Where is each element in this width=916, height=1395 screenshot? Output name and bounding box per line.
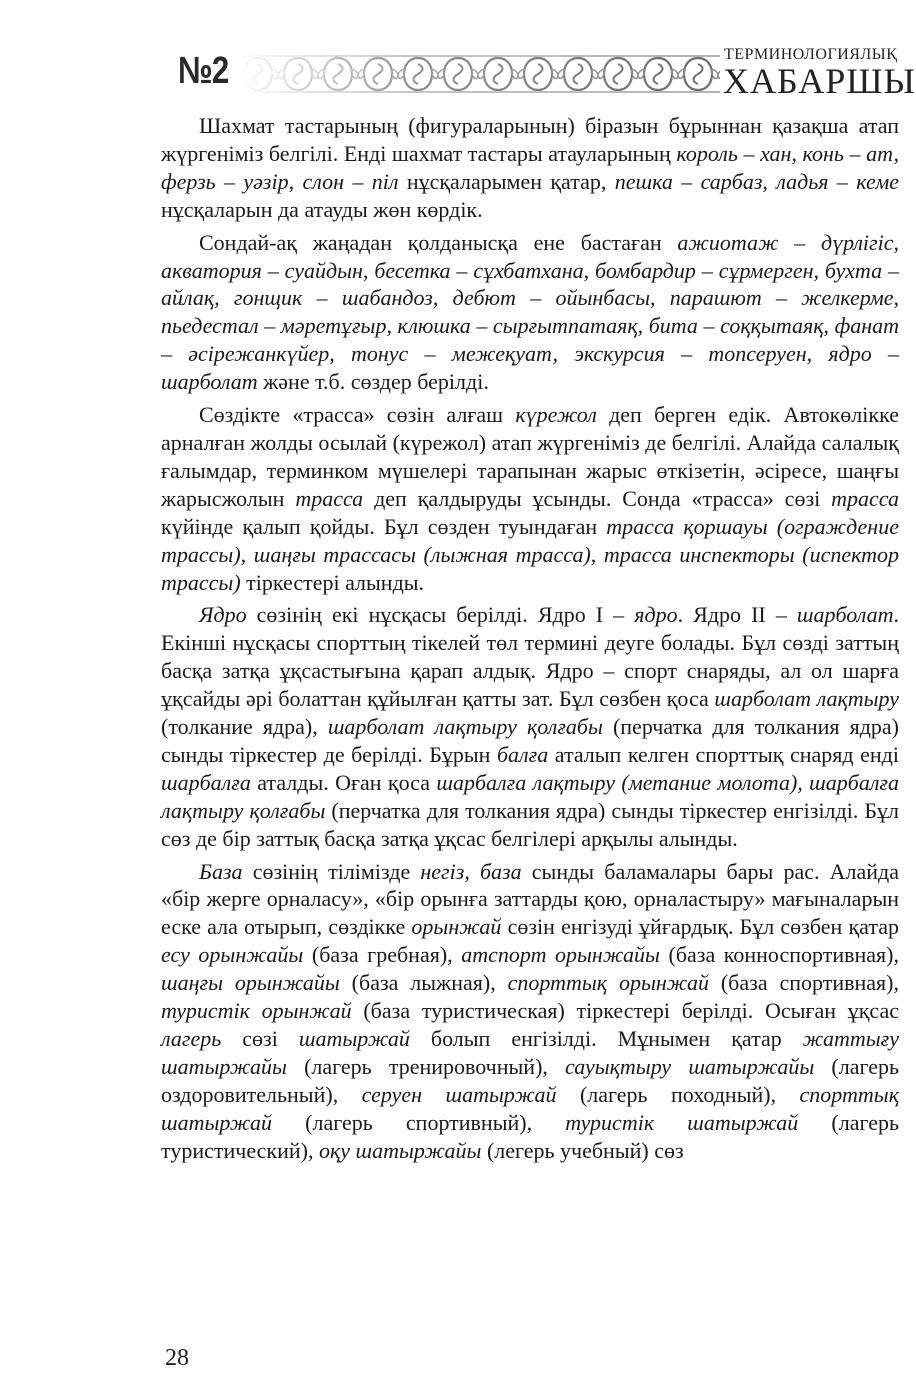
italic-term: Ядро — [199, 602, 247, 628]
text-run: (перчатка для толкания ядра) сынды тіркестер де берілді. Бұрын — [161, 714, 899, 767]
text-run: нұсқаларымен қатар, — [398, 168, 615, 194]
italic-term: База — [199, 858, 243, 884]
text-run: Шахмат тастарының (фигураларынын) біразын бұрыннан қазақша атап жүргеніміз белгілі. Енді шахмат тастары атауларының — [161, 113, 899, 166]
text-run: сөзінің екі нұсқасы берілді. Ядро I – — [246, 602, 635, 628]
text-run: деп қалдыруды ұсынды. Сонда «трасса» сөзі — [363, 485, 832, 511]
italic-term: трасса — [831, 485, 900, 511]
italic-term: туристік орынжай — [161, 998, 352, 1024]
italic-term: балға — [496, 741, 549, 767]
italic-term: король – хан, конь – ат, ферзь – уәзір, слон – піл — [161, 140, 900, 194]
italic-term: сауықтыру шатыржайы — [565, 1053, 815, 1079]
italic-term: орынжай — [411, 914, 502, 940]
text-run: (база спортивная), — [708, 970, 899, 996]
text-run: . Ядро II – — [677, 602, 797, 628]
text-run: аталып келген спорттық снаряд енді — [548, 741, 899, 767]
text-run: (база гребная), — [303, 942, 462, 968]
italic-term: шарбалға — [161, 769, 251, 795]
paragraph — [161, 858, 899, 1165]
journal-title: ХАБАРШЫ — [723, 61, 916, 101]
italic-term: шатыржай — [298, 1026, 410, 1051]
text-run: сынды баламалары бары рас. Алайда «бір жерге орналасу», «бір орынға заттарды қою, орналастыру» мағыналарын еске ала отырып, сөздікке — [161, 858, 899, 940]
text-run: сөзі — [221, 1026, 299, 1051]
text-run: (лагерь спортивный), — [272, 1109, 566, 1135]
italic-term: атспорт орынжайы — [461, 942, 660, 968]
italic-term: ядро — [634, 602, 678, 628]
text-run: (лагерь тренировочный), — [286, 1053, 566, 1079]
page-number: 28 — [165, 1345, 189, 1371]
italic-term: трасса қоршауы (ограждение трассы), шаңғы трассасы (лыжная трасса), трасса инспекторы (испектор трассы) — [161, 513, 899, 595]
issue-number: №2 — [178, 50, 229, 92]
text-run: (лагерь оздоровительный), — [161, 1053, 899, 1107]
text-run: . Екінші нұсқасы спорттың тікелей төл термині деуге болады. Бұл сөзді заттың басқа затқа ұқсастығына қарап алдық. Ядро – спорт снаряды, ал ол шарға ұқсайды әрі болаттан құйылған қатты зат. Бұл сөзбен қоса — [161, 602, 899, 712]
text-run: Сөздікте «трасса» сөзін алғаш — [199, 402, 516, 428]
paragraph — [161, 601, 899, 852]
article-body — [161, 112, 899, 1170]
text-run: (база туристическая) тіркестері берілді. Осыған ұқсас — [351, 998, 899, 1024]
italic-term: трасса — [295, 485, 364, 511]
text-run: Сондай-ақ жаңадан қолданысқа ене бастаған — [199, 229, 678, 255]
ornament-icon — [238, 54, 720, 94]
text-run: (лагерь походный), — [556, 1081, 800, 1107]
text-run: (перчатка для толкания ядра) сынды тіркестер енгізілді. Бұл сөз де бір заттық басқа затқа ұқсас белгілері арқылы алынды. — [161, 797, 899, 851]
text-run: деп берген едік. Автокөлікке арналған жолды осылай (күрежол) атап жүргеніміз де белгілі. Алайда салалық ғалымдар, терминком мүшелері тарапынан жарыс өткізетін, әсіресе, шаңғы жарысжолын — [161, 402, 899, 511]
text-run: сөзін енгізуді ұйғардық. Бұл сөзбен қатар — [501, 914, 899, 940]
text-run: және т.б. сөздер берілді. — [257, 369, 489, 395]
italic-term: ажиотаж – дүрлігіс, акватория – суайдын, бесетка – сұхбатхана, бомбардир – сұрмерген, бухта – айлақ, гонщик – шабандоз, дебют – ойынбасы, парашют – желкерме, пьедестал – мәретұғыр, клюшка – сырғытпатаяқ, бита – соққытаяқ, фанат – әсірежанкүйер, тонус – межеқуат, экскурсия – топсеруен, ядро – шарболат — [161, 229, 899, 395]
text-run: болып енгізілді. Мұнымен қатар — [409, 1026, 803, 1051]
italic-term: серуен шатыржай — [361, 1081, 557, 1107]
paragraph — [161, 401, 899, 596]
text-run: нұсқаларын да атауды жөн көрдік. — [161, 196, 483, 222]
italic-term: пешка – сарбаз, ладья – кеме — [614, 168, 899, 194]
text-run: сөзінің тілімізде — [242, 858, 421, 884]
paragraph — [161, 112, 899, 224]
page-header — [0, 0, 916, 110]
italic-term: шарболат — [796, 602, 894, 628]
text-run: аталды. Оған қоса — [250, 769, 437, 795]
italic-term: жаттығу шатыржайы — [161, 1026, 899, 1079]
italic-term: шаңғы орынжайы — [161, 970, 340, 996]
text-run: (база конноспортивная), — [659, 942, 899, 968]
italic-term: негіз, база — [420, 858, 522, 884]
italic-term: шарбалға лақтыру (метание молота), шарбалға лақтыру қолғабы — [161, 769, 899, 823]
italic-term: лагерь — [161, 1026, 222, 1051]
text-run: (толкание ядра), — [161, 714, 328, 740]
italic-term: есу орынжайы — [161, 942, 304, 968]
italic-term: спорттық шатыржай — [161, 1081, 899, 1135]
text-run: (база лыжная), — [339, 970, 508, 996]
journal-subtitle: ТЕРМИНОЛОГИЯЛЫҚ — [724, 46, 898, 63]
text-run: күйінде қалып қойды. Бұл сөзден туындаған — [161, 513, 607, 539]
italic-term: күрежол — [515, 402, 597, 428]
italic-term: шарболат лақтыру — [714, 686, 899, 712]
italic-term: туристік шатыржай — [565, 1109, 799, 1135]
italic-term: спорттық орынжай — [507, 970, 709, 996]
paragraph — [161, 229, 899, 396]
italic-term: шарболат лақтыру қолғабы — [327, 714, 603, 740]
text-run: тіркестері алынды. — [240, 569, 425, 595]
italic-term: оқу шатыржайы — [318, 1137, 482, 1163]
text-run: (лагерь туристический), — [161, 1109, 900, 1163]
text-run: (легерь учебный) сөз — [481, 1137, 684, 1163]
